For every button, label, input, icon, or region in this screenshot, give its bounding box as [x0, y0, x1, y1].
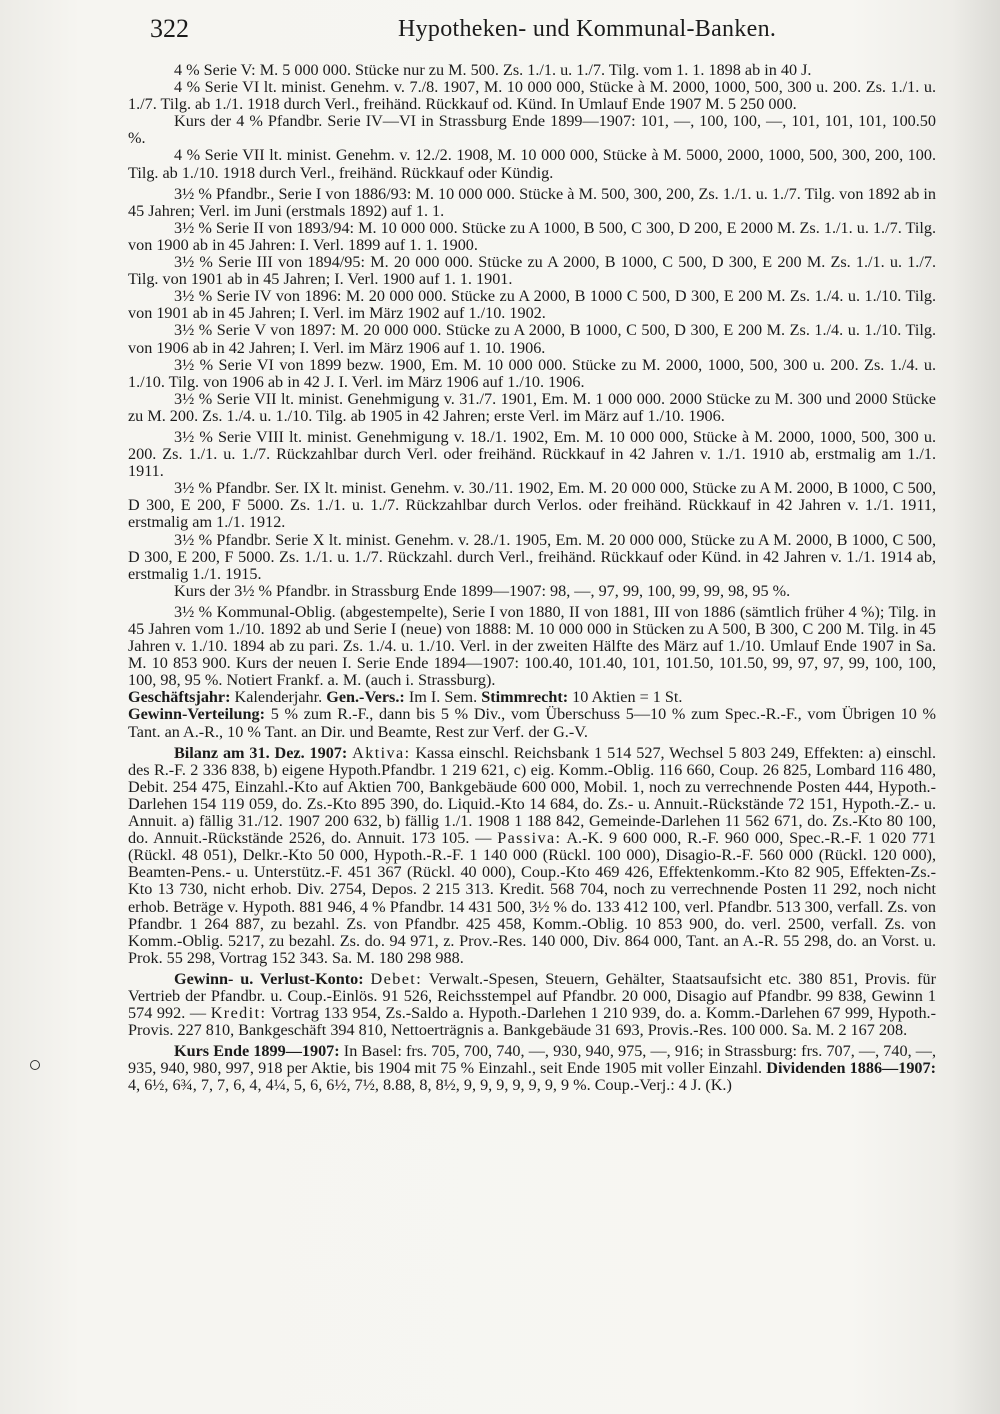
paragraph-bilanz: [128, 745, 936, 967]
paragraph-serie-vi: 4 % Serie VI lt. minist. Genehm. v. 7./8. 1907, M. 10 000 000, Stücke à M. 2000, 1000, 500, 300 u. 200. Zs. 1./1. u. 1./7. Tilg. ab 1./1. 1918 durch Verl., freihänd. Rückkauf od. Künd. In Umlauf Ende 1907 M. 5 250 000.: [128, 78, 936, 114]
geschaeftsjahr-text: Kalenderjahr.: [230, 688, 327, 707]
dividenden-text: 4, 6½, 6¾, 7, 7, 6, 4, 4¼, 5, 6, 6½, 7½, 8.88, 8, 8½, 9, 9, 9, 9, 9, 9, 9 %. Coup.-Verj.: 4 J. (K.): [128, 1076, 732, 1095]
page-number: 322: [150, 14, 189, 43]
kurs-label: Kurs Ende 1899—1907:: [174, 1042, 340, 1061]
dividenden-label: Dividenden 1886—1907:: [766, 1059, 936, 1078]
kurs-text: In Basel: frs. 705, 700, 740, —, 930, 940, 975, —, 916; in Strassburg: frs. 707, —, 740, —, 935, 940, 980, 997, 918 per Aktie, bis 1904 mit 75 % Einzahl., seit Ende 1905 mit voller Einzahl.: [128, 1042, 936, 1078]
debet-text: Verwalt.-Spesen, Steuern, Gehälter, Staatsaufsicht etc. 380 851, Provis. für Vertrieb der Pfandbr. u. Coup.-Einlös. 91 526, Reichsstempel auf Pfandbr. 20 000, Disagio auf Pfandbr. 99 838, Gewinn 1 574 992. —: [128, 969, 936, 1023]
paragraph-3-5pct-serie-vii: 3½ % Serie VII lt. minist. Genehmigung v. 31./7. 1901, Em. M. 1 000 000. 2000 Stücke zu M. 300 und 2000 Stücke zu M. 200. Zs. 1./4. u. 1./10. Tilg. ab 1905 in 42 Jahren; erste Verl. im März auf 1./10. 1906.: [128, 389, 936, 425]
paragraph-3-5pct-serie-ii: 3½ % Serie II von 1893/94: M. 10 000 000. Stücke zu A 1000, B 500, C 300, D 200, E 2000 M. Zs. 1./1. u. 1./7. Tilg. von 1900 ab in 45 Jahren: I. Verl. 1899 auf 1. 1. 1900.: [128, 218, 936, 254]
paragraph-3-5pct-serie-vi: 3½ % Serie VI von 1899 bezw. 1900, Em. M. 10 000 000. Stücke zu M. 2000, 1000, 500, 300 u. 200. Zs. 1./4. u. 1./10. Tilg. von 1906 ab in 42 J. I. Verl. im März 1906 auf 1./10. 1906.: [128, 355, 936, 391]
body-text: [128, 62, 936, 1095]
bilanz-label: Bilanz am 31. Dez. 1907:: [174, 743, 348, 762]
page-header: [150, 14, 950, 50]
paragraph-kommunal-oblig: 3½ % Kommunal-Oblig. (abgestempelte), Serie I von 1880, II von 1881, III von 1886 (sämtlich früher 4 %); Tilg. in 45 Jahren vom 1./10. 1892 ab und Serie I (neue) von 1888: M. 10 000 000 in Stücken zu A 500, B 300, C 200 M. Tilg. in 45 Jahren v. 1./10. 1894 ab zu pari. Zs. 1./4. u. 1./10. Verl. in der zweiten Hälfte des März auf 1./10. Umlauf Ende 1907 in Sa. M. 10 853 900. Kurs der neuen I. Serie Ende 1894—1907: 100.40, 101.40, 101, 101.50, 101.50, 99, 97, 97, 99, 100, 100, 100, 98, 95 %. Notiert Frankf. a. M. (auch i. Strassburg).: [128, 602, 936, 690]
paragraph-gewinn-verlust: [128, 971, 936, 1039]
gewinn-verlust-label: Gewinn- u. Verlust-Konto:: [174, 969, 364, 988]
gewinn-verteilung-label: Gewinn-Verteilung:: [128, 705, 265, 724]
aktiva-text: Kassa einschl. Reichsbank 1 514 527, Wechsel 5 803 249, Effekten: a) einschl. des R.-F. 2 336 838, b) eigene Hypoth.Pfandbr. 1 219 621, c) eig. Komm.-Oblig. 116 660, Coup. 26 825, Lombard 116 480, Debit. 254 475, Einzahl.-Kto auf Aktien 700, Bankgebäude 600 000, Mobil. 1, noch zu verrechnende Posten 444, Hypoth.-Darlehen 154 119 059, do. Zs.-Kto 895 390, do. Liquid.-Kto 14 684, do. Zs.- u. Annuit.-Rückstände 72 151, Hypoth.-Z.- u. Annuit. a) fällig 31./12. 1907 200 632, b) fällig 1./1. 1908 1 188 842, Gemeinde-Darlehen 11 562 671, do. Zs.-Kto 80 100, do. Annuit.-Rückstände 2526, do. Annuit. 173 105. —: [128, 743, 936, 848]
gen-vers-text: Im I. Sem.: [404, 688, 482, 707]
passiva-label: Passiva:: [497, 829, 562, 848]
paragraph-3-5pct-serie-iv: 3½ % Serie IV von 1896: M. 20 000 000. Stücke zu A 2000, B 1000 C 500, D 300, E 200 M. Zs. 1./4. u. 1./10. Tilg. von 1901 ab in 45 Jahren; I. Verl. im März 1902 auf 1./10. 1902.: [128, 287, 936, 323]
paragraph-3-5pct-serie-x: 3½ % Pfandbr. Serie X lt. minist. Genehm. v. 28./1. 1905, Em. M. 20 000 000, Stücke zu A M. 2000, B 1000, C 500, D 300, E 200, F 5000. Zs. 1./1. u. 1./7. Rückzahl. durch Verl., freihänd. Rückkauf oder Künd. in 42 Jahren v. 1./1. 1914 ab, erstmalig 1./1. 1915.: [128, 530, 936, 583]
paragraph-serie-vii: 4 % Serie VII lt. minist. Genehm. v. 12./2. 1908, M. 10 000 000, Stücke à M. 5000, 2000, 1000, 500, 300, 200, 100. Tilg. ab 1./10. 1918 durch Verl., freihänd. Rückkauf oder Kündig.: [128, 146, 936, 182]
paragraph-kurs-aktien: [128, 1043, 936, 1094]
paragraph-3-5pct-serie-viii: 3½ % Serie VIII lt. minist. Genehmigung v. 18./1. 1902, Em. M. 10 000 000, Stücke à M. 2000, 1000, 500, 300 u. 200. Zs. 1./1. u. 1./7. Rückzahlbar durch Verl. oder freihänd. Rückkauf in 42 Jahren v. 1./1. 1910 ab, erstmalig am 1./1. 1911.: [128, 427, 936, 481]
debet-label: Debet:: [370, 969, 423, 988]
paragraph-geschaeftsjahr: [128, 689, 936, 706]
paragraph-3-5pct-serie-i: 3½ % Pfandbr., Serie I von 1886/93: M. 10 000 000. Stücke à M. 500, 300, 200, Zs. 1./1. u. 1./7. Tilg. von 1892 ab in 45 Jahren; Verl. im Juni (erstmals 1892) auf 1. 1.: [128, 184, 936, 220]
paragraph-kurs-4pct: Kurs der 4 % Pfandbr. Serie IV—VI in Strassburg Ende 1899—1907: 101, —, 100, 100, —, 101, 101, 101, 100.50 %.: [128, 112, 936, 148]
paragraph-3-5pct-serie-v: 3½ % Serie V von 1897: M. 20 000 000. Stücke zu A 2000, B 1000, C 500, D 300, E 200 M. Zs. 1./4. u. 1./10. Tilg. von 1906 ab in 42 Jahren; I. Verl. im März 1906 auf 1. 10. 1906.: [128, 321, 936, 357]
paragraph-gewinn-verteilung: [128, 706, 936, 740]
aktiva-label: Aktiva:: [352, 743, 411, 762]
paragraph-serie-v: 4 % Serie V: M. 5 000 000. Stücke nur zu M. 500. Zs. 1./1. u. 1./7. Tilg. vom 1. 1. 1898 ab in 40 J.: [174, 61, 812, 79]
gen-vers-label: Gen.-Vers.:: [326, 688, 405, 707]
paragraph-3-5pct-serie-iii: 3½ % Serie III von 1894/95: M. 20 000 000. Stücke zu A 2000, B 1000, C 500, D 300, E 200 M. Zs. 1./1. u. 1./7. Tilg. von 1901 ab in 45 Jahren; I. Verl. 1900 auf 1. 1. 1901.: [128, 253, 936, 289]
page-edge-shadow: [952, 0, 1000, 1414]
gewinn-verteilung-text: 5 % zum R.-F., dann bis 5 % Div., vom Überschuss 5—10 % zum Spec.-R.-F., vom Übrigen 10 % Tant. an A.-R., 10 % Tant. an Dir. und Beamte, Rest zur Verf. der G.-V.: [128, 705, 936, 741]
running-title: Hypotheken- und Kommunal-Banken.: [398, 16, 777, 42]
paragraph-kurs-3-5pct: Kurs der 3½ % Pfandbr. in Strassburg Ende 1899—1907: 98, —, 97, 99, 100, 99, 99, 98, 95 %.: [174, 581, 791, 600]
stimmrecht-label: Stimmrecht:: [481, 688, 569, 707]
kredit-text: Vortrag 133 954, Zs.-Saldo a. Hypoth.-Darlehen 1 210 939, do. a. Komm.-Darlehen 67 999, Hypoth.-Provis. 227 810, Bankgeschäft 394 810, Nettoerträgnis a. Bankgebäude 31 693, Provis.-Res. 100 000. Sa. M. 2 167 208.: [128, 1004, 936, 1040]
paragraph-3-5pct-serie-ix: 3½ % Pfandbr. Ser. IX lt. minist. Genehm. v. 30./11. 1902, Em. M. 20 000 000, Stücke zu A M. 2000, B 1000, C 500, D 300, E 200, F 5000. Zs. 1./1. u. 1./7. Rückzahlbar durch Verlos. oder freihänd. Rückkauf in 42 Jahren v. 1./1. 1911, erstmalig am 1./1. 1912.: [128, 479, 936, 532]
stimmrecht-text: 10 Aktien = 1 St.: [568, 688, 683, 707]
geschaeftsjahr-label: Geschäftsjahr:: [128, 688, 231, 707]
kredit-label: Kredit:: [210, 1004, 267, 1023]
passiva-text: A.-K. 9 600 000, R.-F. 960 000, Spec.-R.-F. 1 020 771 (Rückl. 48 051), Delkr.-Kto 50 000, Hypoth.-R.-F. 1 140 000 (Rückl. 100 000), Disagio-R.-F. 560 000 (Rückl. 120 000), Beamten-Pens.- u. Unterstütz.-F. 451 367 (Rückl. 40 000), Coup.-Kto 469 426, Effektenkomm.-Kto 82 905, Effekten-Zs.-Kto 13 730, nicht erhob. Div. 2754, Depos. 2 215 313. Kredit. 568 704, noch zu verrechnende Posten 11 292, noch nicht erhob. Beträge v. Hypoth. 881 946, 4 % Pfandbr. 14 431 500, 3½ % do. 133 412 100, verl. Pfandbr. 513 300, verfall. Zs. von Pfandbr. 1 264 887, zu bezahl. Zs. von Pfandbr. 425 458, Komm.-Oblig. 10 853 900, do. verl. 2500, verfall. Zs. von Komm.-Oblig. 5217, zu bezahl. Zs. do. 94 971, z. Prov.-Res. 140 000, Div. 864 000, Tant. an A.-R. 55 298, do. an Vorst. u. Prok. 55 298, Vortrag 152 343. Sa. M. 180 298 988.: [128, 829, 936, 967]
margin-mark: [30, 1060, 40, 1070]
